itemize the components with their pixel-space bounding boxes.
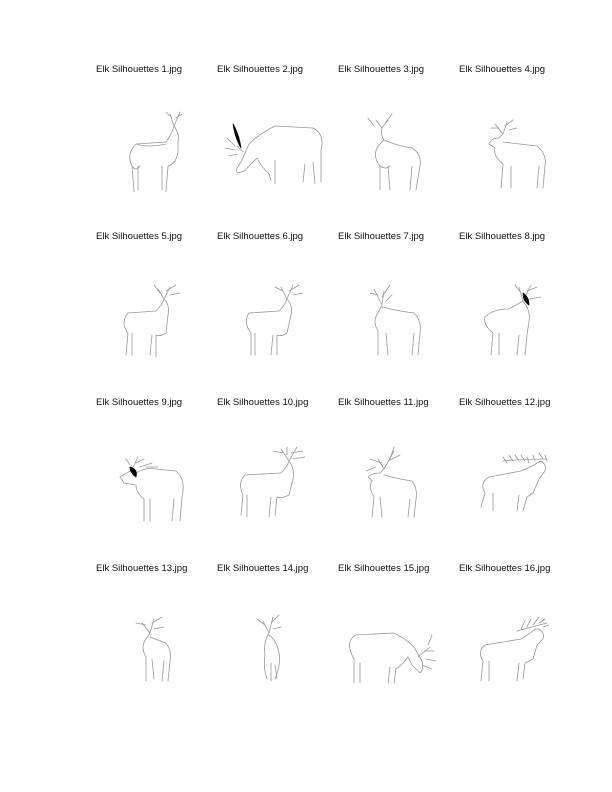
file-name: Elk Silhouettes 4.jpg [459, 64, 546, 75]
elk-silhouette-icon [459, 104, 577, 194]
thumbnail-cell[interactable] [96, 231, 214, 381]
elk-silhouette-icon [96, 437, 214, 527]
file-name: Elk Silhouettes 13.jpg [96, 563, 188, 574]
thumbnail-cell[interactable] [217, 563, 335, 713]
thumbnail-cell[interactable] [96, 563, 214, 713]
elk-silhouette-icon [459, 437, 577, 527]
elk-silhouette-icon [217, 437, 335, 527]
elk-silhouette-icon [459, 603, 577, 693]
elk-silhouette-icon [217, 104, 335, 194]
elk-silhouette-icon [96, 271, 214, 361]
thumbnail-cell[interactable] [459, 64, 577, 214]
thumbnail-cell[interactable] [459, 231, 577, 381]
elk-silhouette-icon [338, 603, 456, 693]
elk-silhouette-icon [338, 271, 456, 361]
thumbnail-cell[interactable] [338, 397, 456, 547]
file-name: Elk Silhouettes 16.jpg [459, 563, 551, 574]
file-name: Elk Silhouettes 9.jpg [96, 397, 183, 408]
thumbnail-cell[interactable] [217, 231, 335, 381]
file-name: Elk Silhouettes 10.jpg [217, 397, 309, 408]
file-name: Elk Silhouettes 6.jpg [217, 231, 304, 242]
elk-silhouette-icon [338, 437, 456, 527]
file-name: Elk Silhouettes 15.jpg [338, 563, 430, 574]
elk-silhouette-icon [96, 104, 214, 194]
elk-silhouette-icon [338, 104, 456, 194]
thumbnail-cell[interactable] [217, 64, 335, 214]
thumbnail-cell[interactable] [338, 64, 456, 214]
file-name: Elk Silhouettes 3.jpg [338, 64, 425, 75]
elk-silhouette-icon [96, 603, 214, 693]
file-name: Elk Silhouettes 5.jpg [96, 231, 183, 242]
file-name: Elk Silhouettes 14.jpg [217, 563, 309, 574]
thumbnail-cell[interactable] [459, 563, 577, 713]
thumbnail-cell[interactable] [96, 64, 214, 214]
file-name: Elk Silhouettes 1.jpg [96, 64, 183, 75]
elk-silhouette-icon [217, 603, 335, 693]
file-name: Elk Silhouettes 7.jpg [338, 231, 425, 242]
thumbnail-cell[interactable] [459, 397, 577, 547]
file-name: Elk Silhouettes 2.jpg [217, 64, 304, 75]
thumbnail-cell[interactable] [217, 397, 335, 547]
elk-silhouette-icon [459, 271, 577, 361]
thumbnail-cell[interactable] [96, 397, 214, 547]
file-name: Elk Silhouettes 12.jpg [459, 397, 551, 408]
thumbnail-cell[interactable] [338, 563, 456, 713]
file-name: Elk Silhouettes 8.jpg [459, 231, 546, 242]
thumbnail-cell[interactable] [338, 231, 456, 381]
elk-silhouette-icon [217, 271, 335, 361]
file-name: Elk Silhouettes 11.jpg [338, 397, 429, 408]
